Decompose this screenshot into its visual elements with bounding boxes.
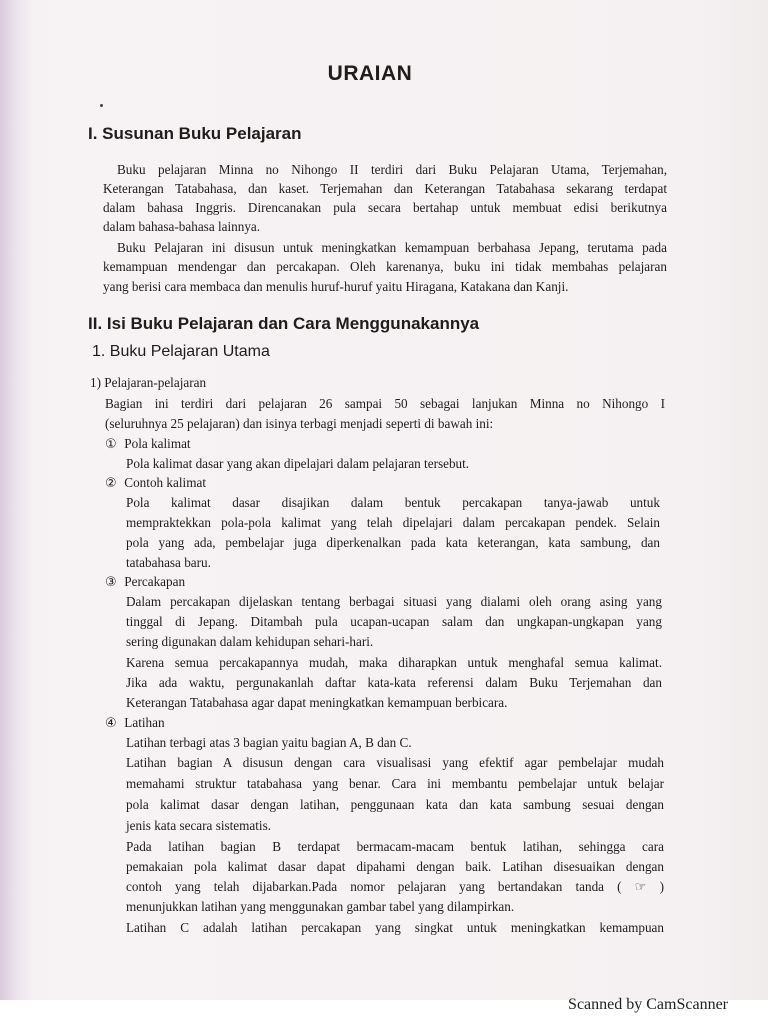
intro-line-2: (seluruhnya 25 pelajaran) dan isinya terbagi menjadi seperti di bawah ini: [105,416,494,431]
part-3-label: Percakapan [124,574,186,589]
circled-number-4: ④ [105,716,117,731]
part-1-header [105,434,191,454]
s1-line-6: kemampuan mendengar dan percakapan. Oleh karenanya, buku ini tidak membahas pelajaran [103,259,667,274]
part-2-line-4: tatabahasa baru. [126,555,211,570]
part-2-header [105,473,206,493]
part-3-line-3: sering digunakan dalam kehidupan sehari-hari. [126,634,374,649]
part-1-label: Pola kalimat [124,436,191,451]
s1-line-2: Keterangan Tatabahasa, dan kaset. Terjemahan dan Keterangan Tatabahasa sekarang terdapat [103,181,667,196]
part-2-line-2: mempraktekkan pola-pola kalimat yang telah dipelajari dalam percakapan pendek. Selain [126,515,660,530]
intro-line-1: Bagian ini terdiri dari pelajaran 26 sampai 50 sebagai lanjukan Minna no Nihongo I [105,396,665,411]
part-3-header [105,572,185,592]
part-4-line-7: pemakaian pola kalimat dasar dapat dipahami dengan baik. Latihan disesuaikan dengan [126,859,664,874]
part-3-line-4: Karena semua percakapannya mudah, maka diharapkan untuk menghafal semua kalimat. [126,655,662,670]
part-4-label: Latihan [124,715,165,730]
part-3-line-6: Keterangan Tatabahasa agar dapat meningkatkan kemampuan berbicara. [126,695,508,710]
circled-number-2: ② [105,476,117,491]
part-4-line-8: contoh yang telah dijabarkan.Pada nomor pelajaran yang bertandakan tanda ( ☞ ) [126,879,664,894]
circled-number-3: ③ [105,575,117,590]
page-title: URAIAN [327,62,413,85]
part-4-line-6: Pada latihan bagian B terdapat bermacam-macam bentuk latihan, sehingga cara [126,839,664,854]
part-3-line-2: tinggal di Jepang. Ditambah pula ucapan-ucapan salam dan ungkapan-ungkapan yang [126,614,662,629]
part-2-line-3: pola yang ada, pembelajar juga diperkenalkan pada kata keterangan, kata sambung, dan [126,535,660,550]
part-1-line-1: Pola kalimat dasar yang akan dipelajari dalam pelajaran tersebut. [126,456,470,471]
circled-number-1: ① [105,437,117,452]
part-3-line-1: Dalam percakapan dijelaskan tentang berbagai situasi yang dialami oleh orang asing yang [126,594,662,609]
part-4-line-5: jenis kata secara sistematis. [126,818,272,833]
s1-line-4: dalam bahasa-bahasa lainnya. [103,219,261,234]
part-4-line-9: menunjukkan latihan yang menggunakan gambar tabel yang dilampirkan. [126,899,515,914]
s1-line-5: Buku Pelajaran ini disusun untuk meningkatkan kemampuan berbahasa Jepang, terutama pada [117,240,667,255]
section-1-heading: I. Susunan Buku Pelajaran [88,124,302,143]
speck [100,104,103,107]
item-1-label: 1) Pelajaran-pelajaran [90,375,207,390]
s1-line-1: Buku pelajaran Minna no Nihongo II terdiri dari Buku Pelajaran Utama, Terjemahan, [117,162,667,177]
part-4-line-2: Latihan bagian A disusun dengan cara visualisasi yang efektif agar pembelajar mudah [126,755,664,770]
s1-line-3: dalam bahasa Inggris. Direncanakan pula secara bertahap untuk membuat edisi berikutnya [103,200,667,215]
part-4-line-4: pola kalimat dasar dengan latihan, penggunaan kata dan kata sambung sesuai dengan [126,797,664,812]
part-2-label: Contoh kalimat [124,475,206,490]
subsection-heading: 1. Buku Pelajaran Utama [92,343,270,360]
s1-line-7: yang berisi cara membaca dan menulis huruf-huruf yaitu Hiragana, Katakana dan Kanji. [103,279,569,294]
section-2-heading: II. Isi Buku Pelajaran dan Cara Menggunakannya [88,314,480,333]
part-4-line-1: Latihan terbagi atas 3 bagian yaitu bagian A, B dan C. [126,735,412,750]
part-4-header [105,713,165,733]
part-3-line-5: Jika ada waktu, pergunakanlah daftar kata-kata referensi dalam Buku Terjemahan dan [126,675,662,690]
scanner-watermark: Scanned by CamScanner [568,996,728,1013]
part-4-line-3: memahami struktur tatabahasa yang benar. Cara ini membantu pembelajar untuk belajar [126,776,664,791]
part-4-line-10: Latihan C adalah latihan percakapan yang singkat untuk meningkatkan kemampuan [126,920,664,935]
part-2-line-1: Pola kalimat dasar disajikan dalam bentuk percakapan tanya-jawab untuk [126,495,660,510]
